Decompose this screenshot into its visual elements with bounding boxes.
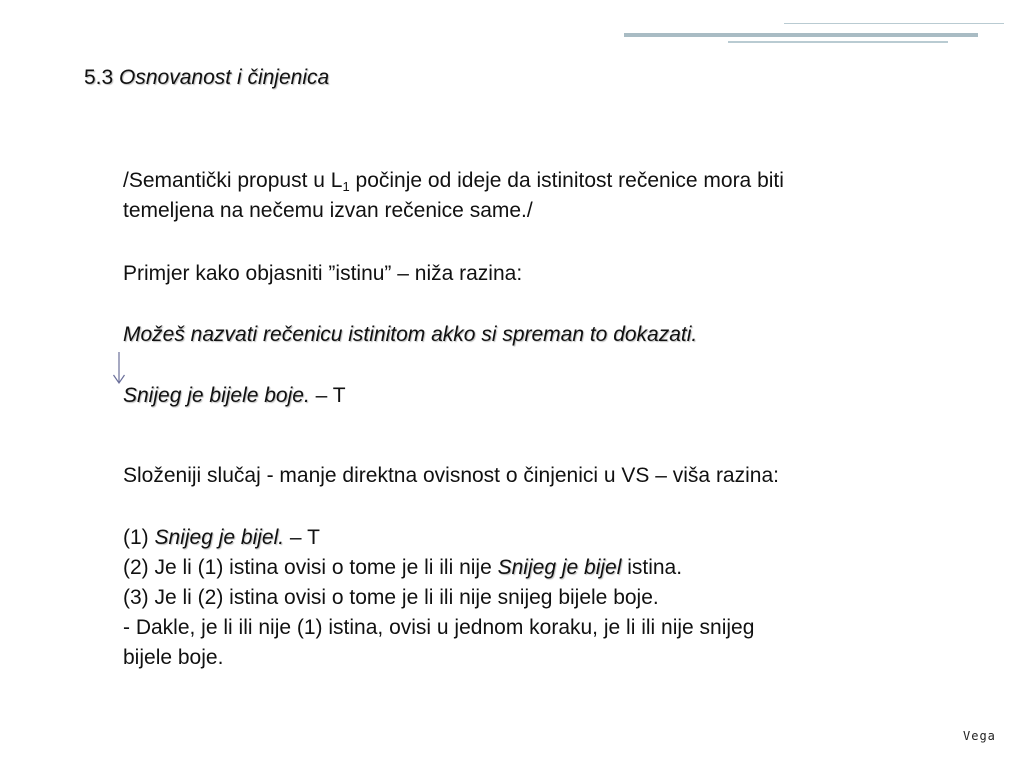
complex-case-text: Složeniji slučaj - manje direktna ovisnost o činjenici u VS – viša razina: <box>123 464 779 487</box>
example-line <box>123 381 923 411</box>
list-item: - Dakle, je li ili nije (1) istina, ovisi u jednom koraku, je li ili nije snijeg <box>123 616 755 639</box>
example-truth-value: – T <box>309 384 346 407</box>
steps-list <box>123 523 923 673</box>
primjer-paragraph <box>123 259 923 289</box>
decorative-line <box>784 23 1004 24</box>
decorative-line <box>624 33 978 37</box>
section-number: 5.3 <box>84 66 114 89</box>
list-item <box>123 523 923 553</box>
list-item-suffix: istina. <box>621 556 683 579</box>
example-sentence: Snijeg je bijele boje. <box>123 384 310 407</box>
definition-text: Možeš nazvati rečenicu istinitom akko si spreman to dokazati. <box>123 323 698 346</box>
list-item-italic: Snijeg je bijel <box>497 556 622 579</box>
list-item: (3) Je li (2) istina ovisi o tome je li ili nije snijeg bijele boje. <box>123 586 659 609</box>
list-item-suffix: – T <box>284 526 320 549</box>
intro-line-2: temeljena na nečemu izvan rečenice same./ <box>123 199 533 222</box>
list-item-prefix: (2) Je li (1) istina ovisi o tome je li ili nije <box>123 556 498 579</box>
list-item <box>123 553 923 583</box>
complex-case-paragraph <box>123 461 923 491</box>
list-item-italic: Snijeg je bijel. <box>154 526 285 549</box>
intro-subscript: 1 <box>342 179 350 194</box>
page-title <box>84 66 329 90</box>
intro-text-end: počinje od ideje da istinitost rečenice mora biti <box>349 169 784 192</box>
section-title: Osnovanost i činjenica <box>119 66 330 89</box>
footer-label: Vega <box>963 729 996 743</box>
primjer-text: Primjer kako objasniti ”istinu” – niža razina: <box>123 262 523 285</box>
definition-paragraph <box>123 320 923 350</box>
intro-text-start: /Semantički propust u L <box>123 169 343 192</box>
arrow-down-icon <box>112 351 126 385</box>
list-item-prefix: (1) <box>123 526 155 549</box>
intro-paragraph <box>123 166 923 226</box>
list-item-continuation: bijele boje. <box>123 646 224 669</box>
intro-line-1 <box>123 166 923 196</box>
decorative-line <box>728 41 948 43</box>
example-paragraph <box>123 381 923 411</box>
